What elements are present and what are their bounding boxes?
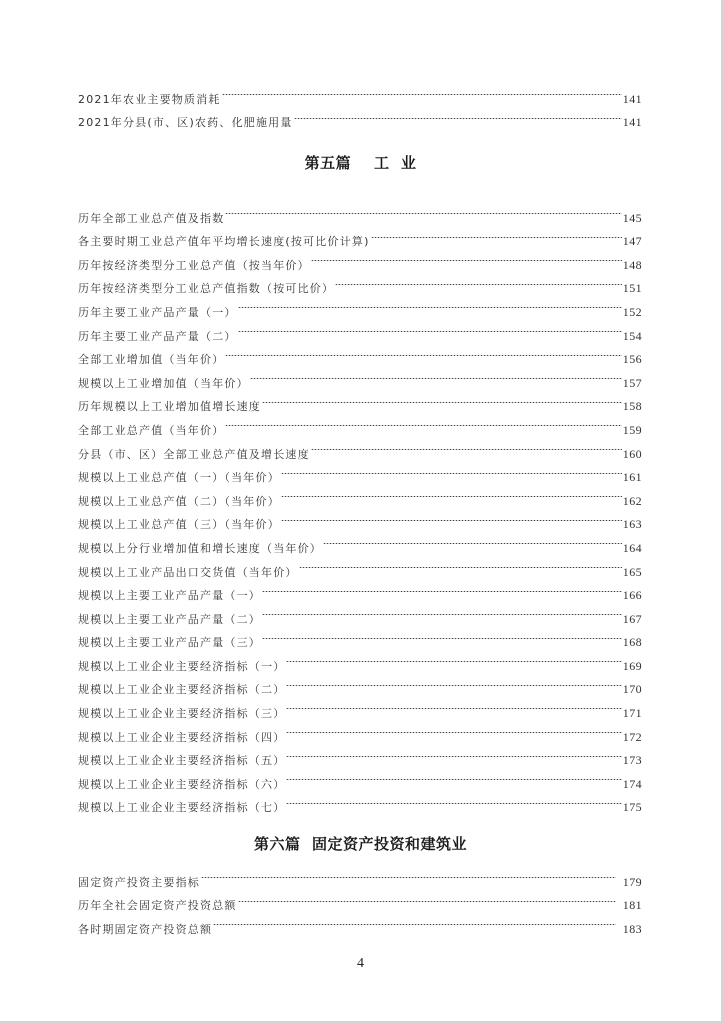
toc-entry-page: 166 <box>622 588 642 603</box>
dot-leader <box>311 245 622 269</box>
dot-leader <box>250 363 622 387</box>
toc-entry-title: 规模以上工业企业主要经济指标（六） <box>78 777 286 791</box>
dot-leader <box>294 103 622 127</box>
dot-leader <box>299 552 622 576</box>
section-heading-industry: 第五篇 工 业 <box>304 154 417 172</box>
toc-entry-title: 历年按经济类型分工业总产值指数（按可比价） <box>78 282 335 296</box>
toc-entry-title: 各时期固定资产投资总额 <box>78 922 213 936</box>
dot-leader <box>225 198 621 222</box>
dot-leader <box>335 269 622 293</box>
toc-entry-title: 全部工业增加值（当年价） <box>78 353 225 367</box>
dot-leader <box>286 741 621 765</box>
toc-entry-page: 174 <box>622 776 642 791</box>
toc-entry[interactable] <box>78 198 642 225</box>
toc-entry-page: 179 <box>622 874 642 889</box>
toc-entry-page: 161 <box>622 470 642 485</box>
toc-entry-page: 152 <box>622 304 642 319</box>
toc-entry[interactable] <box>78 862 642 889</box>
toc-entry-page: 164 <box>622 540 642 555</box>
toc-entry-page: 141 <box>622 115 642 130</box>
dot-leader <box>281 458 622 482</box>
toc-entry-title: 固定资产投资主要指标 <box>78 875 200 889</box>
toc-entry-title: 历年主要工业产品产量（二） <box>78 329 237 343</box>
toc-entry-title: 全部工业总产值（当年价） <box>78 423 225 437</box>
dot-leader <box>262 387 622 411</box>
dot-leader <box>286 646 621 670</box>
toc-entry[interactable] <box>78 79 642 106</box>
toc-entry-title: 规模以上主要工业产品产量（二） <box>78 612 261 626</box>
toc-entry-page: 181 <box>622 898 642 913</box>
dot-leader <box>238 292 622 316</box>
toc-list-previous-section <box>78 79 642 130</box>
toc-entry-page: 156 <box>622 352 642 367</box>
toc-entry-title: 规模以上主要工业产品产量（一） <box>78 589 261 603</box>
toc-entry-title: 规模以上工业企业主要经济指标（三） <box>78 707 286 721</box>
dot-leader <box>281 481 622 505</box>
toc-entry-page: 162 <box>622 493 642 508</box>
dot-leader <box>281 505 622 529</box>
toc-entry-page: 147 <box>622 234 642 249</box>
dot-leader <box>225 340 621 364</box>
dot-leader <box>262 576 622 600</box>
dot-leader <box>201 862 616 886</box>
toc-entry-page: 165 <box>622 564 642 579</box>
toc-entry-title: 2021年农业主要物质消耗 <box>78 92 221 106</box>
toc-entry-title: 规模以上工业总产值（一）（当年价） <box>78 471 280 485</box>
dot-leader <box>222 79 622 103</box>
toc-entry-title: 规模以上主要工业产品产量（三） <box>78 636 261 650</box>
toc-entry-title: 规模以上工业增加值（当年价） <box>78 376 249 390</box>
toc-entry-page: 159 <box>622 422 642 437</box>
toc-entry-title: 规模以上工业总产值（三）（当年价） <box>78 518 280 532</box>
dot-leader <box>286 693 621 717</box>
toc-entry-title: 历年主要工业产品产量（一） <box>78 305 237 319</box>
dot-leader <box>286 788 621 812</box>
toc-entry-title: 各主要时期工业总产值年平均增长速度(按可比价计算) <box>78 235 370 249</box>
dot-leader <box>286 717 621 741</box>
toc-entry-page: 154 <box>622 328 642 343</box>
toc-entry-page: 151 <box>622 281 642 296</box>
toc-list-fixed-assets <box>78 862 642 936</box>
dot-leader <box>238 316 622 340</box>
dot-leader <box>262 623 622 647</box>
dot-leader <box>286 764 621 788</box>
dot-leader <box>262 599 622 623</box>
toc-entry-page: 158 <box>622 399 642 414</box>
toc-entry-page: 183 <box>622 921 642 936</box>
toc-entry-title: 历年全社会固定资产投资总额 <box>78 899 237 913</box>
dot-leader <box>213 909 616 933</box>
toc-entry-title: 分县（市、区）全部工业总产值及增长速度 <box>78 447 310 461</box>
toc-entry-title: 规模以上工业产品出口交货值（当年价） <box>78 565 298 579</box>
dot-leader <box>311 434 622 458</box>
toc-entry-page: 172 <box>622 729 642 744</box>
toc-entry-page: 145 <box>622 210 642 225</box>
toc-entry-page: 170 <box>622 682 642 697</box>
toc-entry-page: 173 <box>622 753 642 768</box>
toc-entry-page: 141 <box>622 91 642 106</box>
dot-leader <box>238 886 616 910</box>
toc-entry-page: 157 <box>622 375 642 390</box>
section-heading-fixed-assets: 第六篇 固定资产投资和建筑业 <box>254 835 467 853</box>
toc-entry-page: 175 <box>622 800 642 815</box>
dot-leader <box>286 670 621 694</box>
toc-entry-title: 规模以上工业企业主要经济指标（二） <box>78 683 286 697</box>
toc-entry-page: 163 <box>622 517 642 532</box>
toc-entry-title: 规模以上工业企业主要经济指标（四） <box>78 730 286 744</box>
toc-entry-title: 规模以上工业企业主要经济指标（七） <box>78 801 286 815</box>
toc-entry-page: 171 <box>622 706 642 721</box>
toc-entry-title: 规模以上工业企业主要经济指标（五） <box>78 754 286 768</box>
toc-entry-page: 160 <box>622 446 642 461</box>
toc-entry-title: 历年规模以上工业增加值增长速度 <box>78 400 261 414</box>
toc-entry-page: 167 <box>622 611 642 626</box>
toc-entry-title: 2021年分县(市、区)农药、化肥施用量 <box>78 116 293 130</box>
toc-entry-page: 148 <box>622 257 642 272</box>
toc-entry-page: 169 <box>622 658 642 673</box>
toc-entry-page: 168 <box>622 635 642 650</box>
dot-leader <box>371 222 622 246</box>
toc-entry-title: 规模以上工业总产值（二）（当年价） <box>78 494 280 508</box>
dot-leader <box>323 528 622 552</box>
page-number: 4 <box>357 956 364 971</box>
dot-leader <box>225 410 621 434</box>
toc-entry-title: 规模以上分行业增加值和增长速度（当年价） <box>78 541 322 555</box>
toc-entry-title: 历年全部工业总产值及指数 <box>78 211 225 225</box>
toc-entry-title: 规模以上工业企业主要经济指标（一） <box>78 659 286 673</box>
toc-entry-title: 历年按经济类型分工业总产值（按当年价） <box>78 258 310 272</box>
toc-list-industry <box>78 198 642 815</box>
